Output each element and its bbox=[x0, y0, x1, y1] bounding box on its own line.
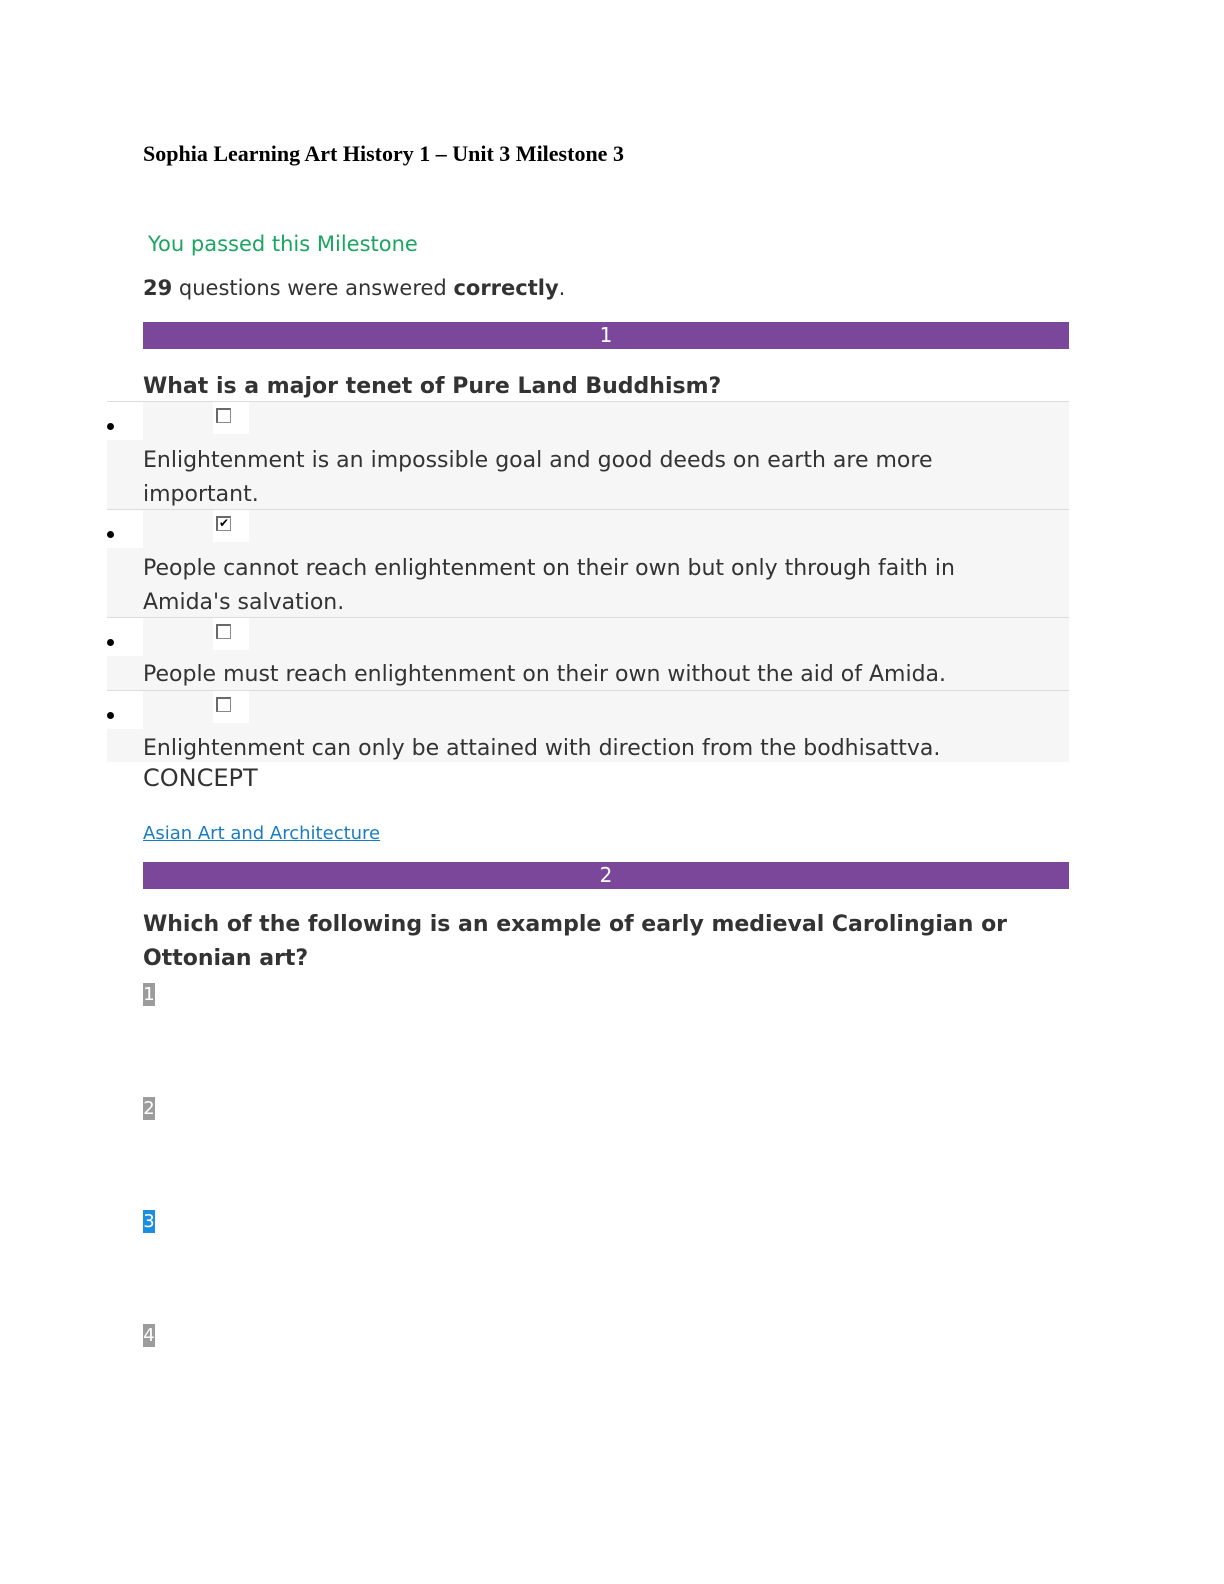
bullet-dot-icon bbox=[107, 639, 114, 646]
checkbox-cell bbox=[213, 691, 249, 723]
bullet-dot-icon bbox=[107, 712, 114, 719]
image-option-tab[interactable]: 2 bbox=[143, 1098, 155, 1119]
checkbox-icon[interactable] bbox=[216, 624, 231, 639]
image-option-tab[interactable]: 1 bbox=[143, 984, 155, 1005]
bullet bbox=[107, 618, 143, 656]
score-correctly: correctly bbox=[453, 276, 559, 300]
checkbox-cell bbox=[213, 510, 249, 542]
concept-label: CONCEPT bbox=[143, 764, 258, 792]
checkbox-icon[interactable] bbox=[216, 697, 231, 712]
bullet bbox=[107, 691, 143, 729]
answer-option-text: People must reach enlightenment on their own without the aid of Amida. bbox=[143, 662, 947, 687]
answer-option-text: Enlightenment can only be attained with direction from the bodhisattva. bbox=[143, 736, 941, 761]
checkbox-icon[interactable] bbox=[216, 408, 231, 423]
document-title: Sophia Learning Art History 1 – Unit 3 Milestone 3 bbox=[143, 141, 624, 166]
image-option-tab-selected[interactable]: 3 bbox=[143, 1211, 155, 1232]
bullet bbox=[107, 510, 143, 548]
pass-message: You passed this Milestone bbox=[148, 232, 418, 256]
correct-count: 29 bbox=[143, 276, 173, 300]
bullet-dot-icon bbox=[107, 531, 114, 538]
bullet-dot-icon bbox=[107, 423, 114, 430]
checkbox-cell bbox=[213, 402, 249, 434]
checkbox-cell bbox=[213, 618, 249, 650]
score-line bbox=[143, 276, 565, 300]
answer-option-text: Enlightenment is an impossible goal and good deeds on earth are more important. bbox=[143, 448, 933, 507]
checkbox-checked-icon[interactable]: ✔ bbox=[216, 516, 231, 531]
concept-link[interactable]: Asian Art and Architecture bbox=[143, 823, 381, 844]
image-option-tab[interactable]: 4 bbox=[143, 1325, 155, 1346]
answer-option[interactable] bbox=[107, 617, 1069, 690]
answer-option[interactable] bbox=[107, 509, 1069, 617]
score-end: . bbox=[558, 276, 566, 300]
question-text: What is a major tenet of Pure Land Buddhism? bbox=[143, 374, 722, 399]
answer-option[interactable] bbox=[107, 690, 1069, 762]
score-text: questions were answered bbox=[172, 276, 454, 300]
answer-option[interactable] bbox=[107, 401, 1069, 509]
answer-option-text: People cannot reach enlightenment on their own but only through faith in Amida's salvation. bbox=[143, 556, 955, 615]
question-text: Which of the following is an example of early medieval Carolingian or Ottonian art? bbox=[143, 912, 1008, 971]
question-number-bar: 2 bbox=[143, 862, 1069, 889]
bullet bbox=[107, 402, 143, 440]
question-number-bar: 1 bbox=[143, 322, 1069, 349]
